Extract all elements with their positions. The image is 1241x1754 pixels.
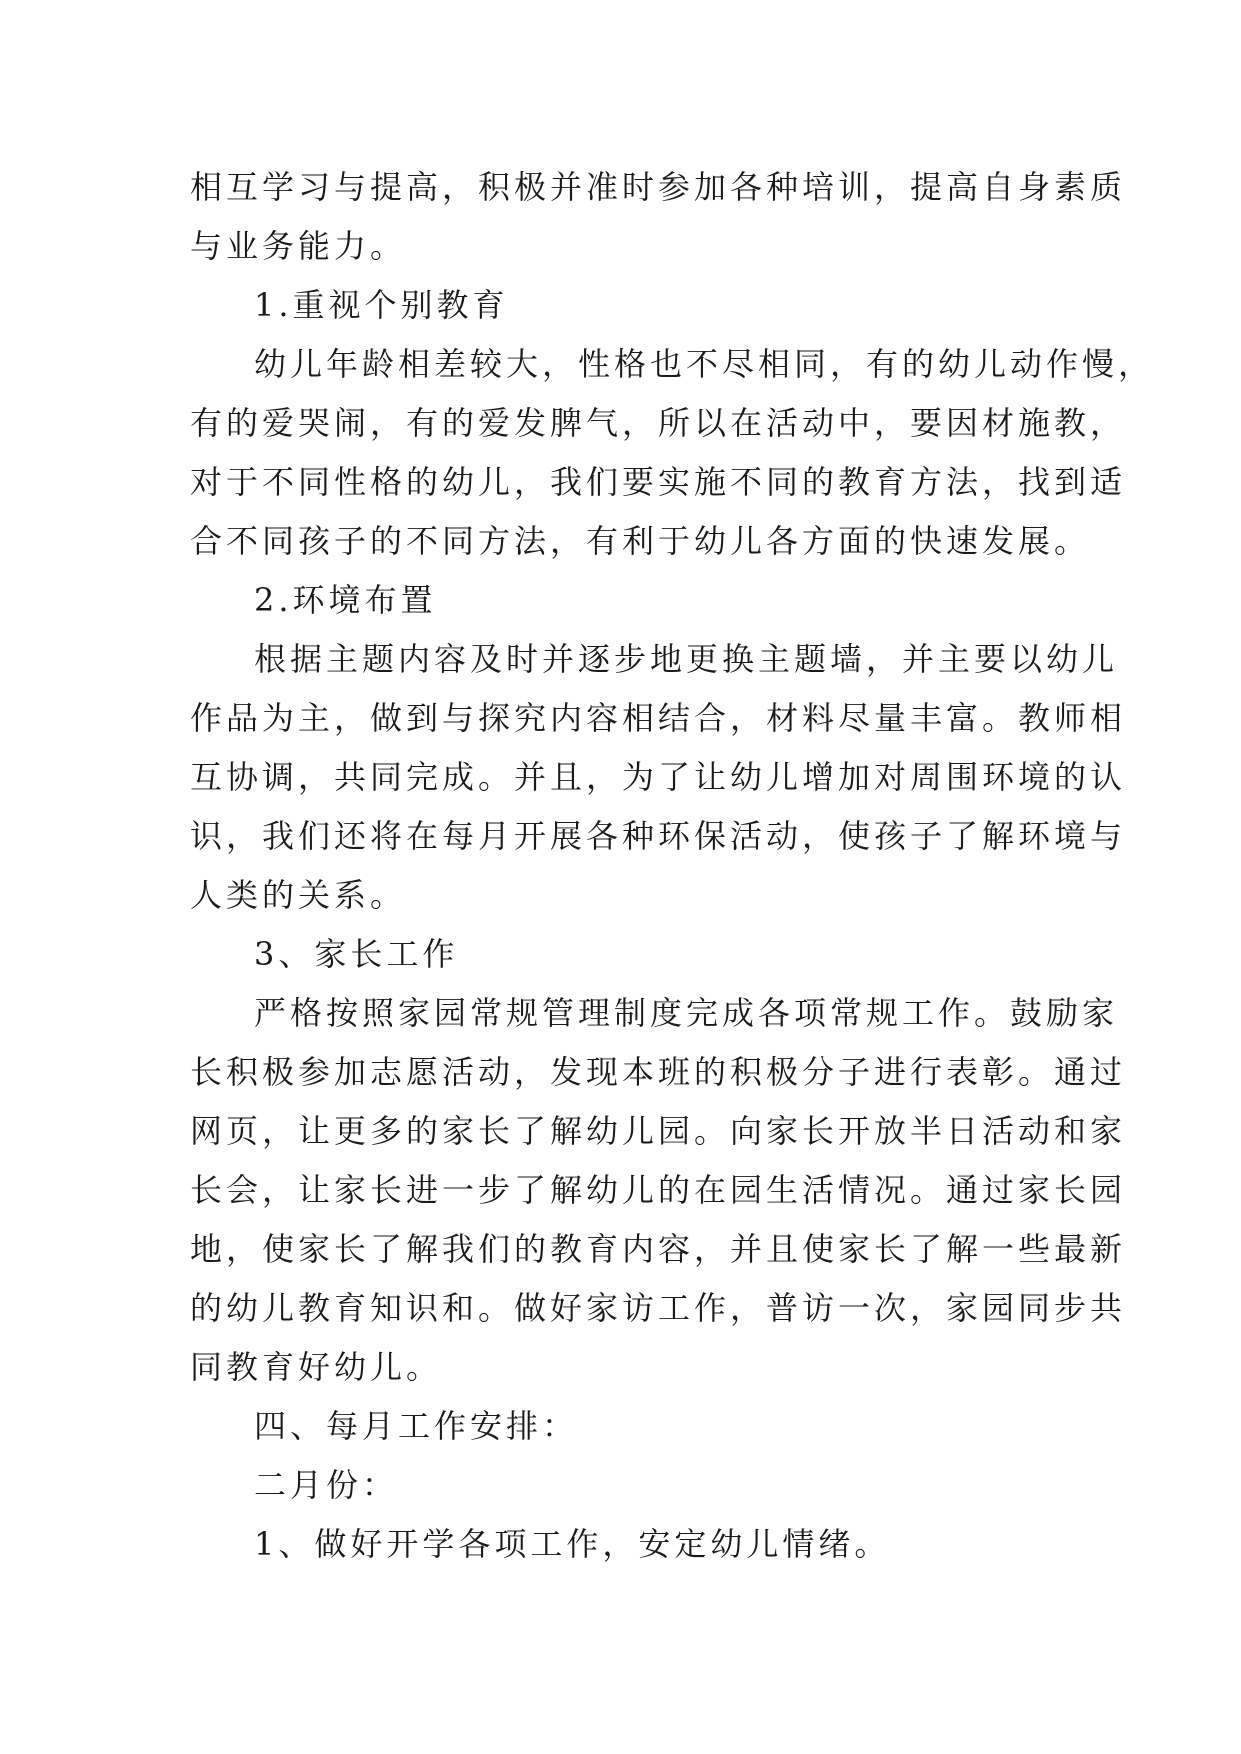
section-heading-monthly-plan: 四、每月工作安排：	[254, 1407, 579, 1445]
text-line-7: 合不同孩子的不同方法，有利于幼儿各方面的快速发展。	[190, 522, 1091, 560]
text-line-12: 识，我们还将在每月开展各种环保活动，使孩子了解环境与	[190, 817, 1127, 855]
text-line-24: 1、做好开学各项工作，安定幼儿情绪。	[254, 1525, 891, 1563]
section-heading-parent-work: 3、家长工作	[254, 935, 459, 973]
month-heading-february: 二月份：	[254, 1466, 399, 1504]
text-line-6: 对于不同性格的幼儿，我们要实施不同的教育方法，找到适	[190, 463, 1127, 501]
text-line-11: 互协调，共同完成。并且，为了让幼儿增加对周围环境的认	[190, 758, 1127, 796]
text-line-18: 长会，让家长进一步了解幼儿的在园生活情况。通过家长园	[190, 1171, 1127, 1209]
text-line-1: 相互学习与提高，积极并准时参加各种培训，提高自身素质	[190, 168, 1127, 206]
text-line-15: 严格按照家园常规管理制度完成各项常规工作。鼓励家	[254, 994, 1119, 1032]
text-line-20: 的幼儿教育知识和。做好家访工作，普访一次，家园同步共	[190, 1289, 1127, 1327]
document-body	[190, 158, 1155, 1574]
text-line-19: 地，使家长了解我们的教育内容，并且使家长了解一些最新	[190, 1230, 1127, 1268]
text-line-10: 作品为主，做到与探究内容相结合，材料尽量丰富。教师相	[190, 699, 1127, 737]
text-line-5: 有的爱哭闹，有的爱发脾气，所以在活动中，要因材施教，	[190, 404, 1127, 442]
text-line-4: 幼儿年龄相差较大，性格也不尽相同，有的幼儿动作慢，	[254, 345, 1155, 383]
text-line-17: 网页，让更多的家长了解幼儿园。向家长开放半日活动和家	[190, 1112, 1127, 1150]
text-line-13: 人类的关系。	[190, 876, 407, 914]
text-line-16: 长积极参加志愿活动，发现本班的积极分子进行表彰。通过	[190, 1053, 1127, 1091]
text-line-2: 与业务能力。	[190, 227, 407, 265]
section-heading-individual-education: 1.重视个别教育	[254, 286, 509, 324]
text-line-9: 根据主题内容及时并逐步地更换主题墙，并主要以幼儿	[254, 640, 1119, 678]
text-line-21: 同教育好幼儿。	[190, 1348, 443, 1386]
section-heading-environment: 2.环境布置	[254, 581, 437, 619]
